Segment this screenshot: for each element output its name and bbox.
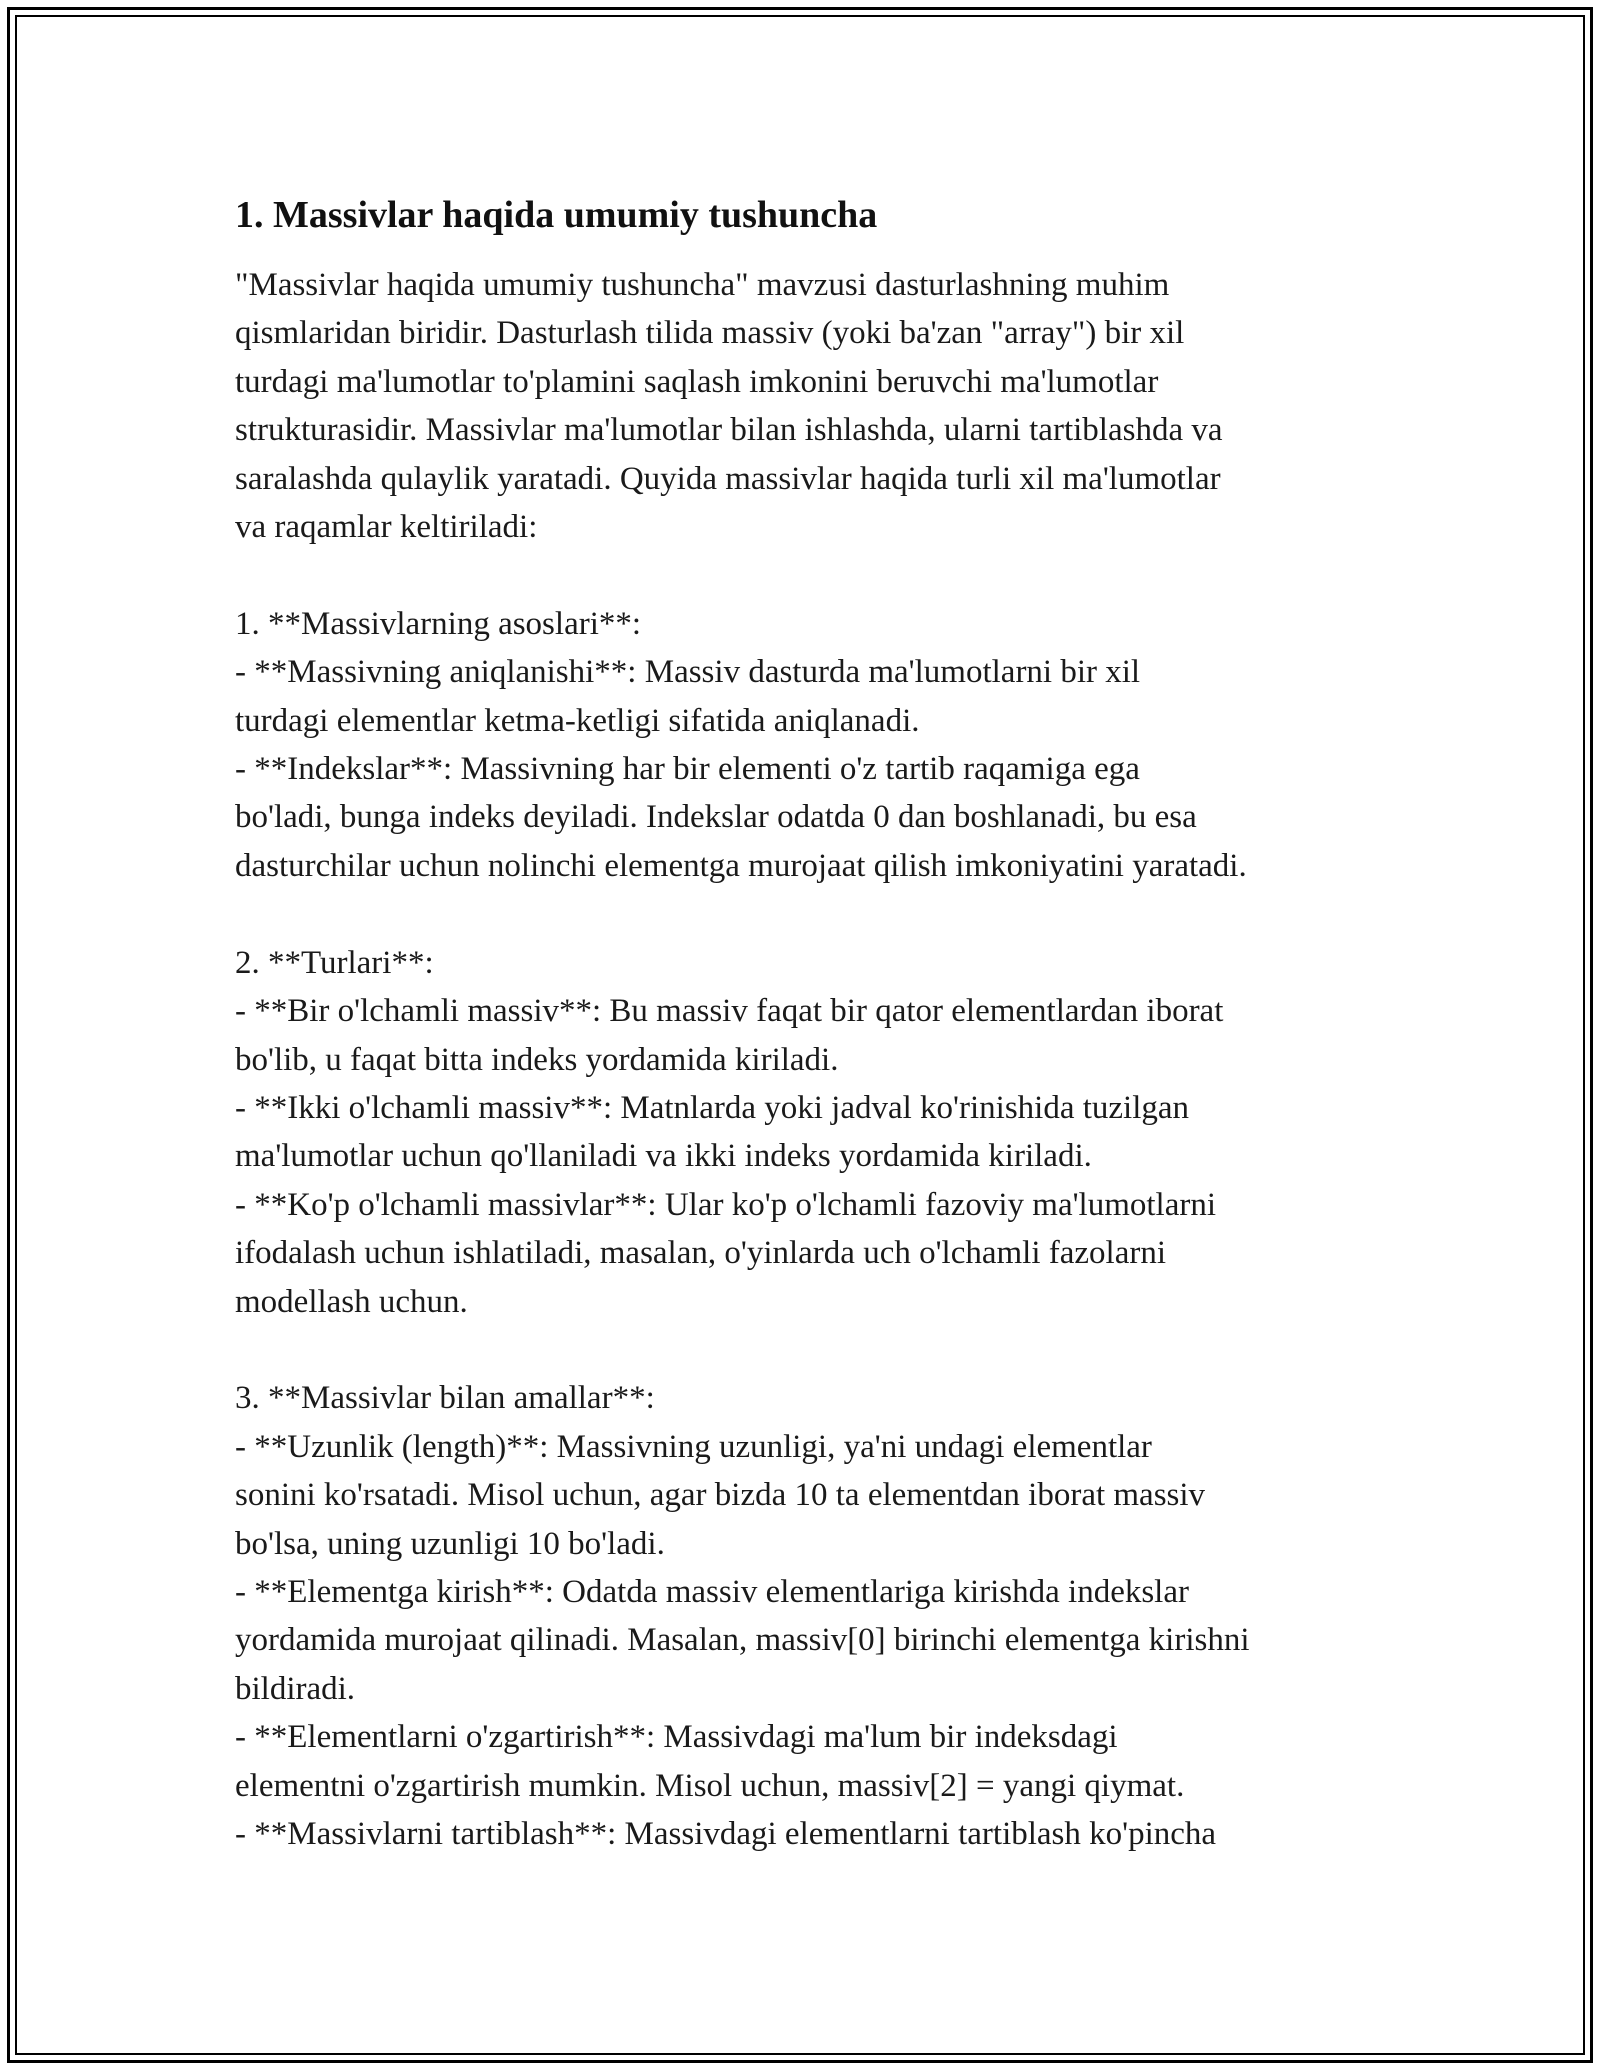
document-heading: 1. Massivlar haqida umumiy tushuncha <box>235 194 878 236</box>
document-content <box>235 187 1375 1858</box>
document-body-text: "Massivlar haqida umumiy tushuncha" mavzusi dasturlashning muhim qismlaridan biridir. Dasturlash tilida massiv (yoki ba'zan "array") bir xil turdagi ma'lumotlar to'plamini saqlash imkonini beruvchi ma'lumotlar strukturasidir. Massivlar ma'lumotlar bilan ishlashda, ularni tartiblashda va saralashda qulaylik yaratadi. Quyida massivlar haqida turli xil ma'lumotlar va raqamlar keltiriladi: 1. **Massivlarning asoslari**: - **Massivning aniqlanishi**: Massiv dasturda ma'lumotlarni bir xil turdagi elementlar ketma-ketligi sifatida aniqlanadi. - **Indekslar**: Massivning har bir elementi o'z tartib raqamiga ega bo'ladi, bunga indeks deyiladi. Indekslar odatda 0 dan boshlanadi, bu esa dasturchilar uchun nolinchi elementga murojaat qilish imkoniyatini yaratadi. 2. **Turlari**: - **Bir o'lchamli massiv**: Bu massiv faqat bir qator elementlardan iborat bo'lib, u faqat bitta indeks yordamida kiriladi. - **Ikki o'lchamli massiv**: Matnlarda yoki jadval ko'rinishida tuzilgan ma'lumotlar uchun qo'llaniladi va ikki indeks yordamida kiriladi. - **Ko'p o'lchamli massivlar**: Ular ko'p o'lchamli fazoviy ma'lumotlarni ifodalash uchun ishlatiladi, masalan, o'yinlarda uch o'lchamli fazolarni modellash uchun. 3. **Massivlar bilan amallar**: - **Uzunlik (length)**: Massivning uzunligi, ya'ni undagi elementlar sonini ko'rsatadi. Misol uchun, agar bizda 10 ta elementdan iborat massiv bo'lsa, uning uzunligi 10 bo'ladi. - **Elementga kirish**: Odatda massiv elementlariga kirishda indekslar yordamida murojaat qilinadi. Masalan, massiv[0] birinchi elementga kirishni bildiradi. - **Elementlarni o'zgartirish**: Massivdagi ma'lum bir indeksdagi elementni o'zgartirish mumkin. Misol uchun, massiv[2] = yangi qiymat. - **Massivlarni tartiblash**: Massivdagi elementlarni tartiblash ko'pincha <box>235 267 1250 1852</box>
